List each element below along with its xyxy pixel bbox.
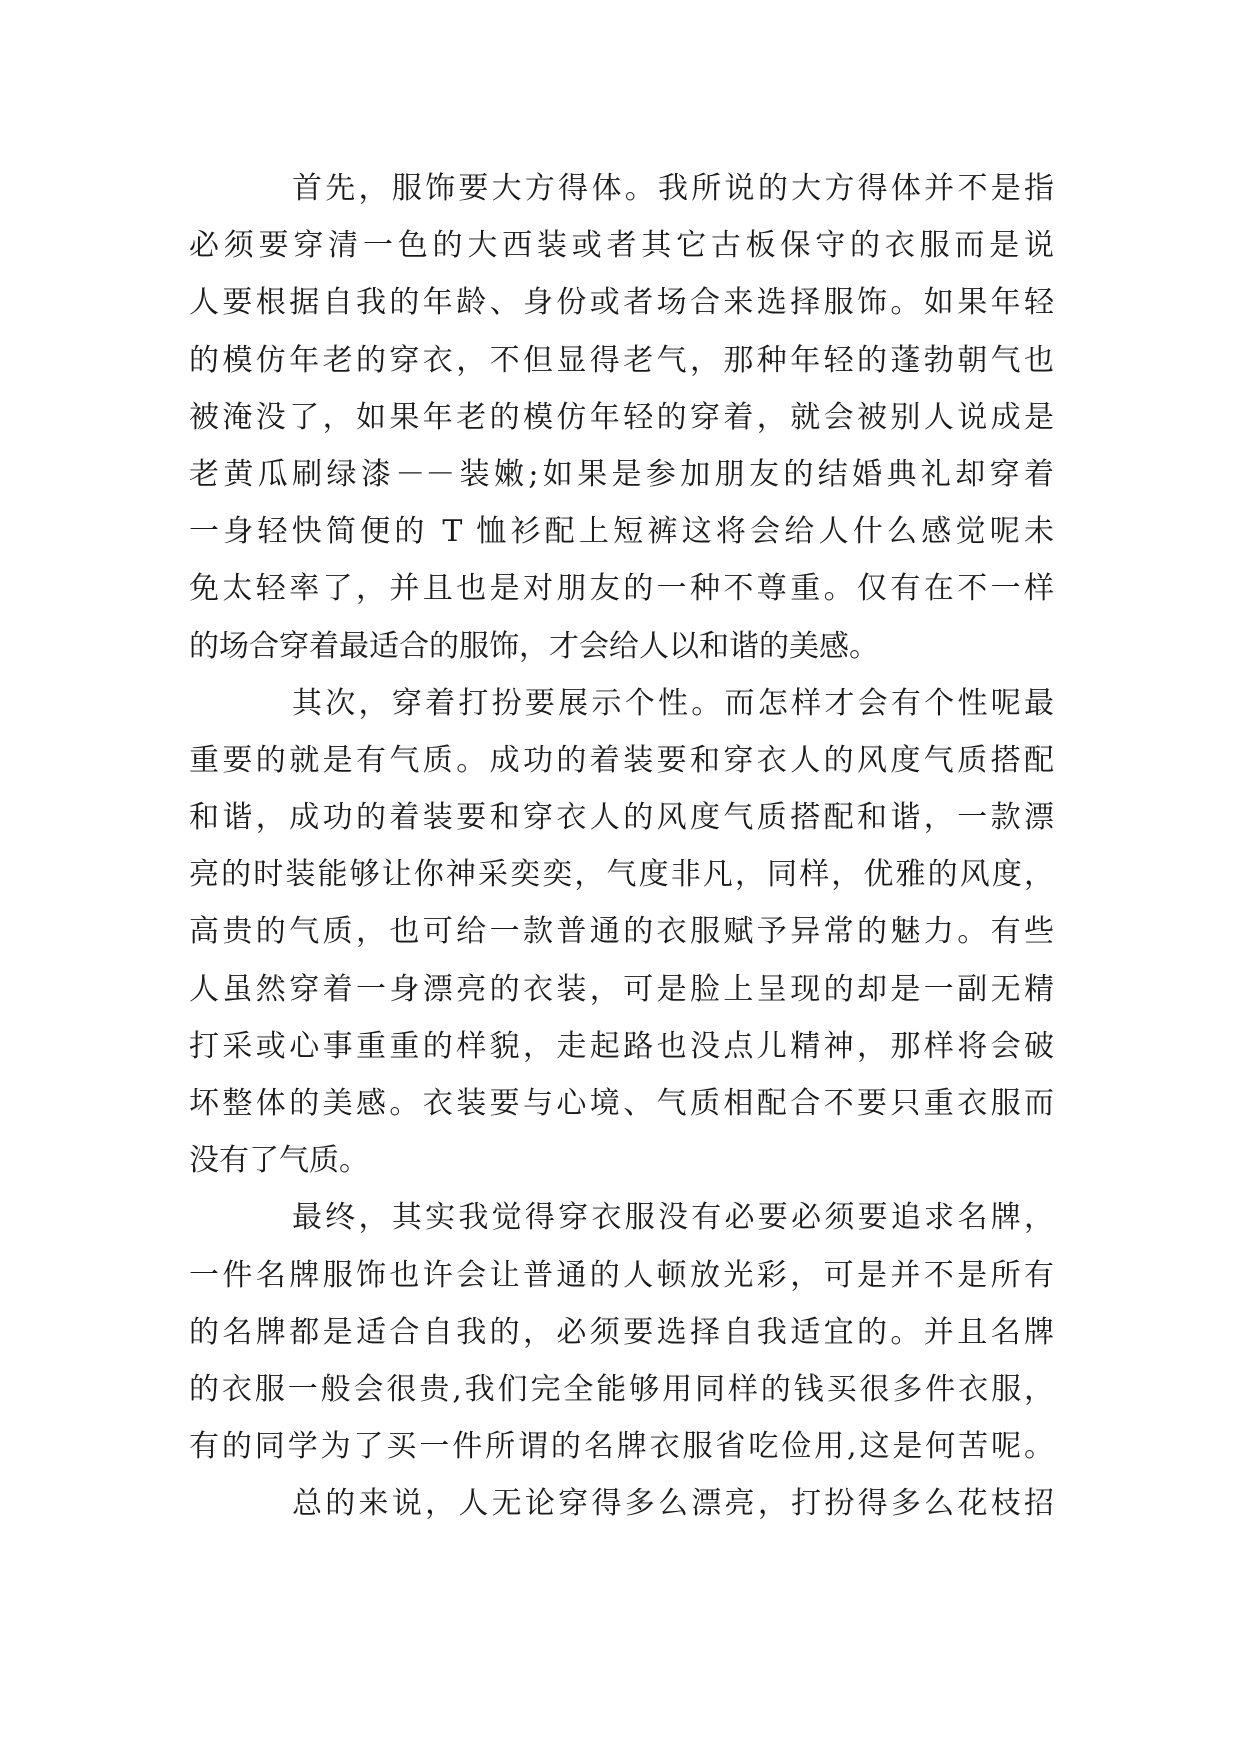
text-line: 打采或心事重重的样貌，走起路也没点儿精神，那样将会破 bbox=[189, 1028, 1054, 1064]
paragraph-4 bbox=[189, 1475, 1054, 1532]
text-line: 人虽然穿着一身漂亮的衣装，可是脸上呈现的却是一副无精 bbox=[189, 971, 1054, 1007]
text-line: 其次，穿着打扮要展示个性。而怎样才会有个性呢最 bbox=[292, 685, 1054, 721]
text-line: 最终，其实我觉得穿衣服没有必要必须要追求名牌， bbox=[292, 1200, 1054, 1236]
text-line: 总的来说，人无论穿得多么漂亮，打扮得多么花枝招 bbox=[292, 1486, 1054, 1522]
text-line: 坏整体的美感。衣装要与心境、气质相配合不要只重衣服而 bbox=[189, 1086, 1054, 1121]
text-line: 的名牌都是适合自我的，必须要选择自我适宜的。并且名牌 bbox=[189, 1314, 1054, 1350]
text-line: 的场合穿着最适合的服饰，才会给人以和谐的美感。 bbox=[189, 628, 879, 664]
text-line: 免太轻率了，并且也是对朋友的一种不尊重。仅有在不一样 bbox=[189, 571, 1054, 607]
text-line: 老黄瓜刷绿漆－－装嫩;如果是参加朋友的结婚典礼却穿着 bbox=[189, 456, 1054, 492]
text-line: 必须要穿清一色的大西装或者其它古板保守的衣服而是说 bbox=[189, 228, 1054, 264]
text-line: 人要根据自我的年龄、身份或者场合来选择服饰。如果年轻 bbox=[189, 285, 1054, 321]
paragraph-3 bbox=[189, 1189, 1054, 1475]
text-line: 高贵的气质，也可给一款普通的衣服赋予异常的魅力。有些 bbox=[189, 914, 1054, 950]
text-line: 有的同学为了买一件所谓的名牌衣服省吃俭用,这是何苦呢。 bbox=[189, 1429, 1054, 1465]
text-line: 的衣服一般会很贵,我们完全能够用同样的钱买很多件衣服， bbox=[189, 1371, 1054, 1407]
essay-body bbox=[189, 160, 1054, 1533]
text-line: 首先，服饰要大方得体。我所说的大方得体并不是指 bbox=[292, 171, 1054, 206]
text-line: 一件名牌服饰也许会让普通的人顿放光彩，可是并不是所有 bbox=[189, 1257, 1054, 1293]
text-line: 亮的时装能够让你神采奕奕，气度非凡，同样，优雅的风度， bbox=[189, 857, 1054, 893]
text-line: 一身轻快简便的 T 恤衫配上短裤这将会给人什么感觉呢未 bbox=[189, 514, 1054, 550]
paragraph-1 bbox=[189, 160, 1054, 675]
text-line: 没有了气质。 bbox=[189, 1143, 369, 1179]
text-line: 和谐，成功的着装要和穿衣人的风度气质搭配和谐，一款漂 bbox=[189, 800, 1054, 836]
paragraph-2 bbox=[189, 675, 1054, 1190]
text-line: 被淹没了，如果年老的模仿年轻的穿着，就会被别人说成是 bbox=[189, 399, 1054, 435]
text-line: 重要的就是有气质。成功的着装要和穿衣人的风度气质搭配 bbox=[189, 742, 1054, 778]
text-line: 的模仿年老的穿衣，不但显得老气，那种年轻的蓬勃朝气也 bbox=[189, 342, 1054, 378]
